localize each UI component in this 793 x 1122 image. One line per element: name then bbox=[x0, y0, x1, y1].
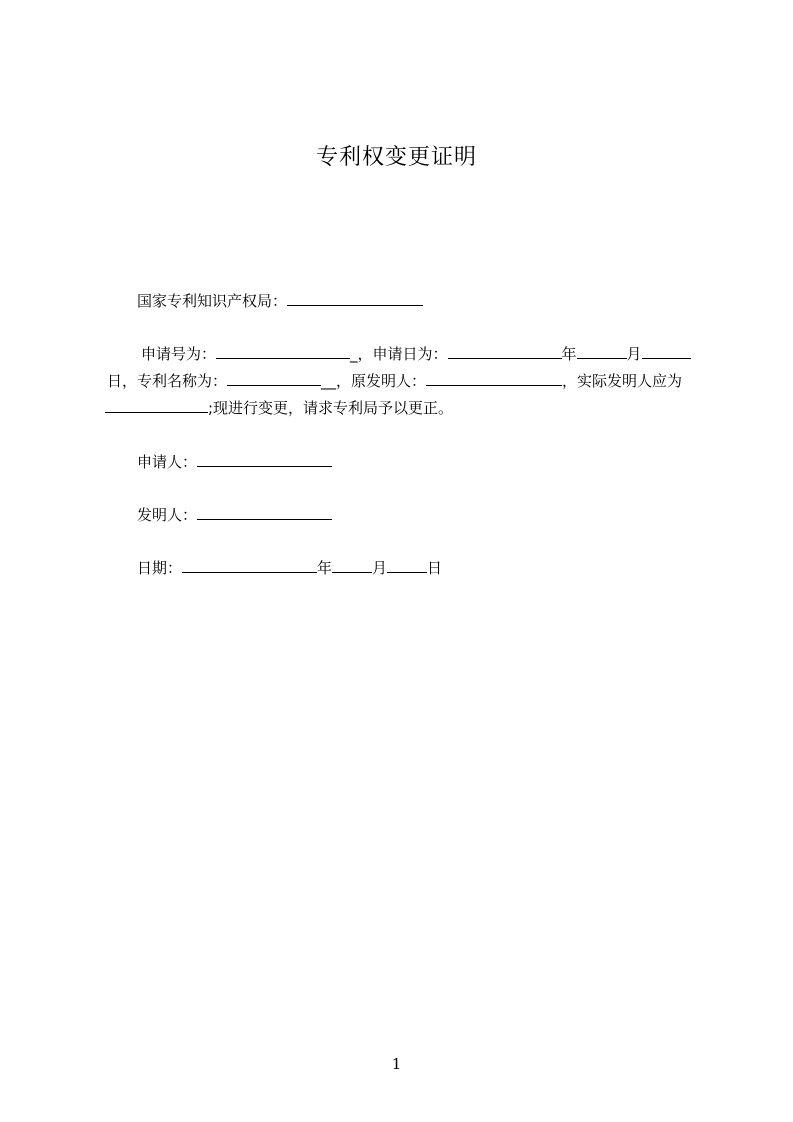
applicant-label: 申请人： bbox=[137, 453, 198, 471]
date-day-blank[interactable] bbox=[387, 557, 427, 573]
office-label: 国家专利知识产权局： bbox=[137, 292, 288, 310]
day-label: 日，专利名称为： bbox=[107, 372, 228, 390]
date-line bbox=[137, 557, 442, 579]
applicant-line bbox=[137, 451, 332, 473]
applicant-blank[interactable] bbox=[197, 451, 332, 467]
app-no-label: 申请号为： bbox=[141, 345, 217, 363]
app-no-tail: _ bbox=[350, 345, 358, 363]
actual-label: ，实际发明人应为 bbox=[562, 372, 683, 390]
app-month-blank[interactable] bbox=[577, 343, 627, 359]
page-title: 专利权变更证明 bbox=[315, 145, 477, 170]
inventor-label: ，原发明人： bbox=[336, 372, 427, 390]
app-date-label: ，申请日为： bbox=[357, 345, 448, 363]
inventor-sign-blank[interactable] bbox=[197, 504, 332, 520]
inventor-sign-line bbox=[137, 504, 332, 526]
date-month-blank[interactable] bbox=[332, 557, 372, 573]
month-label: 月 bbox=[626, 345, 642, 363]
date-year-label: 年 bbox=[317, 559, 333, 577]
date-day-label: 日 bbox=[427, 559, 443, 577]
app-day-blank[interactable] bbox=[642, 343, 691, 359]
name-tail: __ bbox=[321, 372, 337, 390]
orig-inventor-blank[interactable] bbox=[426, 370, 562, 386]
para-line-2 bbox=[107, 370, 682, 392]
date-label: 日期： bbox=[137, 559, 183, 577]
page-number: 1 bbox=[391, 1055, 402, 1073]
year-label: 年 bbox=[561, 345, 577, 363]
closing-text: ;现进行变更，请求专利局予以更正。 bbox=[208, 399, 454, 417]
para-line-1 bbox=[141, 343, 691, 365]
office-blank[interactable] bbox=[287, 290, 423, 306]
office-line bbox=[137, 290, 423, 312]
date-month-label: 月 bbox=[372, 559, 388, 577]
patent-name-blank[interactable] bbox=[227, 370, 321, 386]
para-line-3 bbox=[105, 397, 453, 419]
inventor-sign-label: 发明人： bbox=[137, 506, 198, 524]
app-year-blank[interactable] bbox=[448, 343, 562, 359]
date-year-blank[interactable] bbox=[182, 557, 317, 573]
actual-inventor-blank[interactable] bbox=[105, 397, 208, 413]
app-no-blank[interactable] bbox=[216, 343, 350, 359]
